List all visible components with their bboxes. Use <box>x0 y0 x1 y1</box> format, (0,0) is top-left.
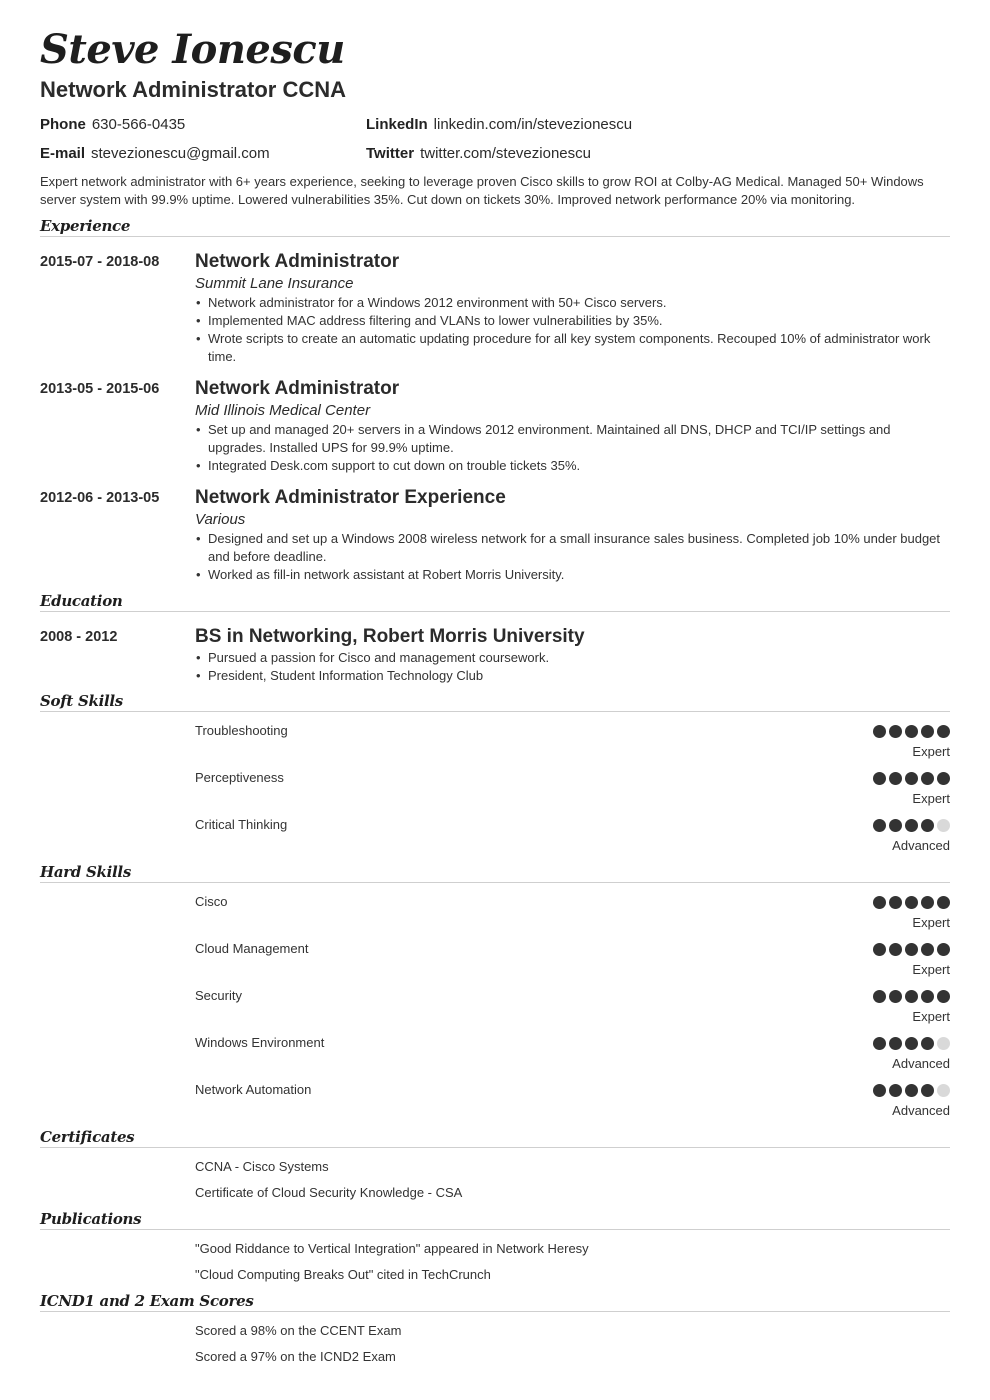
rating-dot-filled <box>921 1084 934 1097</box>
entry-company: Mid Illinois Medical Center <box>195 402 371 419</box>
skill-name: Critical Thinking <box>195 817 288 832</box>
bullet-item: • Designed and set up a Windows 2008 wireless network for a small insurance sales business. Completed job 10% under budget and before deadline. <box>195 530 950 566</box>
candidate-name: Steve Ionescu <box>40 26 345 73</box>
skill-rating <box>870 772 950 785</box>
bullet-item: • Wrote scripts to create an automatic updating procedure for all key system components. Recouped 10% of administrator work time. <box>195 330 950 366</box>
rating-dot-filled <box>889 990 902 1003</box>
certificates-section <box>40 1127 950 1148</box>
rating-dot-filled <box>921 943 934 956</box>
rating-dot-filled <box>921 896 934 909</box>
skill-row <box>40 1082 950 1122</box>
exam-score-item: Scored a 98% on the CCENT Exam <box>195 1323 402 1338</box>
certificate-item: CCNA - Cisco Systems <box>195 1159 329 1174</box>
rating-dot-filled <box>905 943 918 956</box>
entry-title: Network Administrator Experience <box>195 487 506 508</box>
rating-dot-filled <box>905 990 918 1003</box>
rating-dot-filled <box>889 896 902 909</box>
candidate-role: Network Administrator CCNA <box>40 77 346 102</box>
rating-dot-empty <box>937 1084 950 1097</box>
entry-date: 2013-05 - 2015-06 <box>40 381 160 397</box>
entry-date: 2015-07 - 2018-08 <box>40 254 160 270</box>
rating-dot-filled <box>873 896 886 909</box>
entry-bullets <box>195 649 950 685</box>
skill-rating <box>870 1037 950 1050</box>
rating-dot-filled <box>873 990 886 1003</box>
rating-dot-filled <box>873 943 886 956</box>
section-title: Soft Skills <box>40 691 950 712</box>
rating-dot-filled <box>889 943 902 956</box>
skill-level: Advanced <box>892 1103 950 1118</box>
bullet-item: • Implemented MAC address filtering and VLANs to lower vulnerabilities by 35%. <box>195 312 950 330</box>
skill-level: Advanced <box>892 1056 950 1071</box>
contact-value[interactable]: linkedin.com/in/stevezionescu <box>433 116 633 133</box>
rating-dot-filled <box>873 725 886 738</box>
contact-email <box>40 145 270 163</box>
contact-value[interactable]: twitter.com/stevezionescu <box>420 145 591 162</box>
contact-value: 630-566-0435 <box>91 116 186 133</box>
rating-dot-filled <box>873 772 886 785</box>
rating-dot-filled <box>905 1037 918 1050</box>
rating-dot-filled <box>905 1084 918 1097</box>
certificate-item: Certificate of Cloud Security Knowledge - CSA <box>195 1185 463 1200</box>
publications-section <box>40 1209 950 1230</box>
skill-level: Advanced <box>892 838 950 853</box>
publication-item: "Good Riddance to Vertical Integration" appeared in Network Heresy <box>195 1241 589 1256</box>
skill-row <box>40 1035 950 1075</box>
rating-dot-filled <box>889 1084 902 1097</box>
rating-dot-filled <box>937 772 950 785</box>
rating-dot-filled <box>889 819 902 832</box>
contact-twitter <box>366 145 591 163</box>
contact-value[interactable]: stevezionescu@gmail.com <box>91 145 270 162</box>
summary-text: Expert network administrator with 6+ years experience, seeking to leverage proven Cisco skills to grow ROI at Colby-AG Medical. Managed 50+ Windows server system with 99.9% uptime. Lowered vulnerabilities 35%. Cut down on tickets 30%. Improved network performance 20% via monitoring. <box>40 174 924 207</box>
skill-rating <box>870 819 950 832</box>
rating-dot-filled <box>905 819 918 832</box>
contact-label: E-mail <box>40 145 86 162</box>
contact-label: Twitter <box>366 145 415 162</box>
rating-dot-filled <box>905 772 918 785</box>
rating-dot-filled <box>921 990 934 1003</box>
rating-dot-filled <box>921 725 934 738</box>
bullet-item: • Network administrator for a Windows 2012 environment with 50+ Cisco servers. <box>195 294 950 312</box>
entry-title: Network Administrator <box>195 378 400 399</box>
skill-level: Expert <box>912 915 950 930</box>
skill-row <box>40 817 950 857</box>
skill-rating <box>870 1084 950 1097</box>
rating-dot-filled <box>921 1037 934 1050</box>
exam-score-item: Scored a 97% on the ICND2 Exam <box>195 1349 396 1364</box>
entry-date: 2008 - 2012 <box>40 629 118 645</box>
section-title: Experience <box>40 216 950 237</box>
skill-name: Network Automation <box>195 1082 312 1097</box>
rating-dot-filled <box>889 1037 902 1050</box>
rating-dot-empty <box>937 1037 950 1050</box>
section-title: Certificates <box>40 1127 950 1148</box>
rating-dot-filled <box>937 725 950 738</box>
bullet-item: • Pursued a passion for Cisco and management coursework. <box>195 649 950 667</box>
publication-item: "Cloud Computing Breaks Out" cited in TechCrunch <box>195 1267 491 1282</box>
skill-name: Cloud Management <box>195 941 309 956</box>
entry-bullets <box>195 294 950 366</box>
entry-company: Various <box>195 511 246 528</box>
education-section <box>40 591 950 612</box>
skill-rating <box>870 943 950 956</box>
skill-level: Expert <box>912 962 950 977</box>
contact-linkedin <box>366 116 632 134</box>
rating-dot-filled <box>889 725 902 738</box>
skill-name: Windows Environment <box>195 1035 325 1050</box>
rating-dot-filled <box>873 819 886 832</box>
rating-dot-filled <box>921 819 934 832</box>
rating-dot-filled <box>873 1037 886 1050</box>
contact-label: Phone <box>40 116 86 133</box>
entry-title: Network Administrator <box>195 251 400 272</box>
skill-level: Expert <box>912 744 950 759</box>
section-title: Hard Skills <box>40 862 950 883</box>
hard-skills-section <box>40 862 950 883</box>
skill-row <box>40 941 950 981</box>
skill-name: Cisco <box>195 894 228 909</box>
rating-dot-filled <box>937 990 950 1003</box>
skill-level: Expert <box>912 791 950 806</box>
rating-dot-filled <box>905 725 918 738</box>
experience-section <box>40 216 950 237</box>
skill-row <box>40 894 950 934</box>
entry-date: 2012-06 - 2013-05 <box>40 490 160 506</box>
bullet-item: • Worked as fill-in network assistant at Robert Morris University. <box>195 566 950 584</box>
skill-row <box>40 770 950 810</box>
skill-rating <box>870 990 950 1003</box>
skill-name: Troubleshooting <box>195 723 288 738</box>
skill-name: Security <box>195 988 242 1003</box>
skill-row <box>40 988 950 1028</box>
section-title: Education <box>40 591 950 612</box>
skill-level: Expert <box>912 1009 950 1024</box>
exam-scores-section <box>40 1291 950 1312</box>
rating-dot-filled <box>937 896 950 909</box>
rating-dot-filled <box>889 772 902 785</box>
bullet-item: • President, Student Information Technology Club <box>195 667 950 685</box>
rating-dot-filled <box>937 943 950 956</box>
soft-skills-section <box>40 691 950 712</box>
skill-rating <box>870 725 950 738</box>
rating-dot-filled <box>905 896 918 909</box>
entry-company: Summit Lane Insurance <box>195 275 354 292</box>
entry-title: BS in Networking, Robert Morris University <box>195 626 585 647</box>
section-title: Publications <box>40 1209 950 1230</box>
skill-name: Perceptiveness <box>195 770 284 785</box>
section-title: ICND1 and 2 Exam Scores <box>40 1291 950 1312</box>
rating-dot-filled <box>873 1084 886 1097</box>
skill-row <box>40 723 950 763</box>
entry-bullets <box>195 421 950 475</box>
entry-bullets <box>195 530 950 584</box>
contact-phone <box>40 116 185 134</box>
rating-dot-filled <box>921 772 934 785</box>
skill-rating <box>870 896 950 909</box>
bullet-item: • Integrated Desk.com support to cut down on trouble tickets 35%. <box>195 457 950 475</box>
contact-label: LinkedIn <box>366 116 428 133</box>
bullet-item: • Set up and managed 20+ servers in a Windows 2012 environment. Maintained all DNS, DHCP and TCI/IP settings and upgrades. Installed UPS for 99.9% uptime. <box>195 421 950 457</box>
rating-dot-empty <box>937 819 950 832</box>
